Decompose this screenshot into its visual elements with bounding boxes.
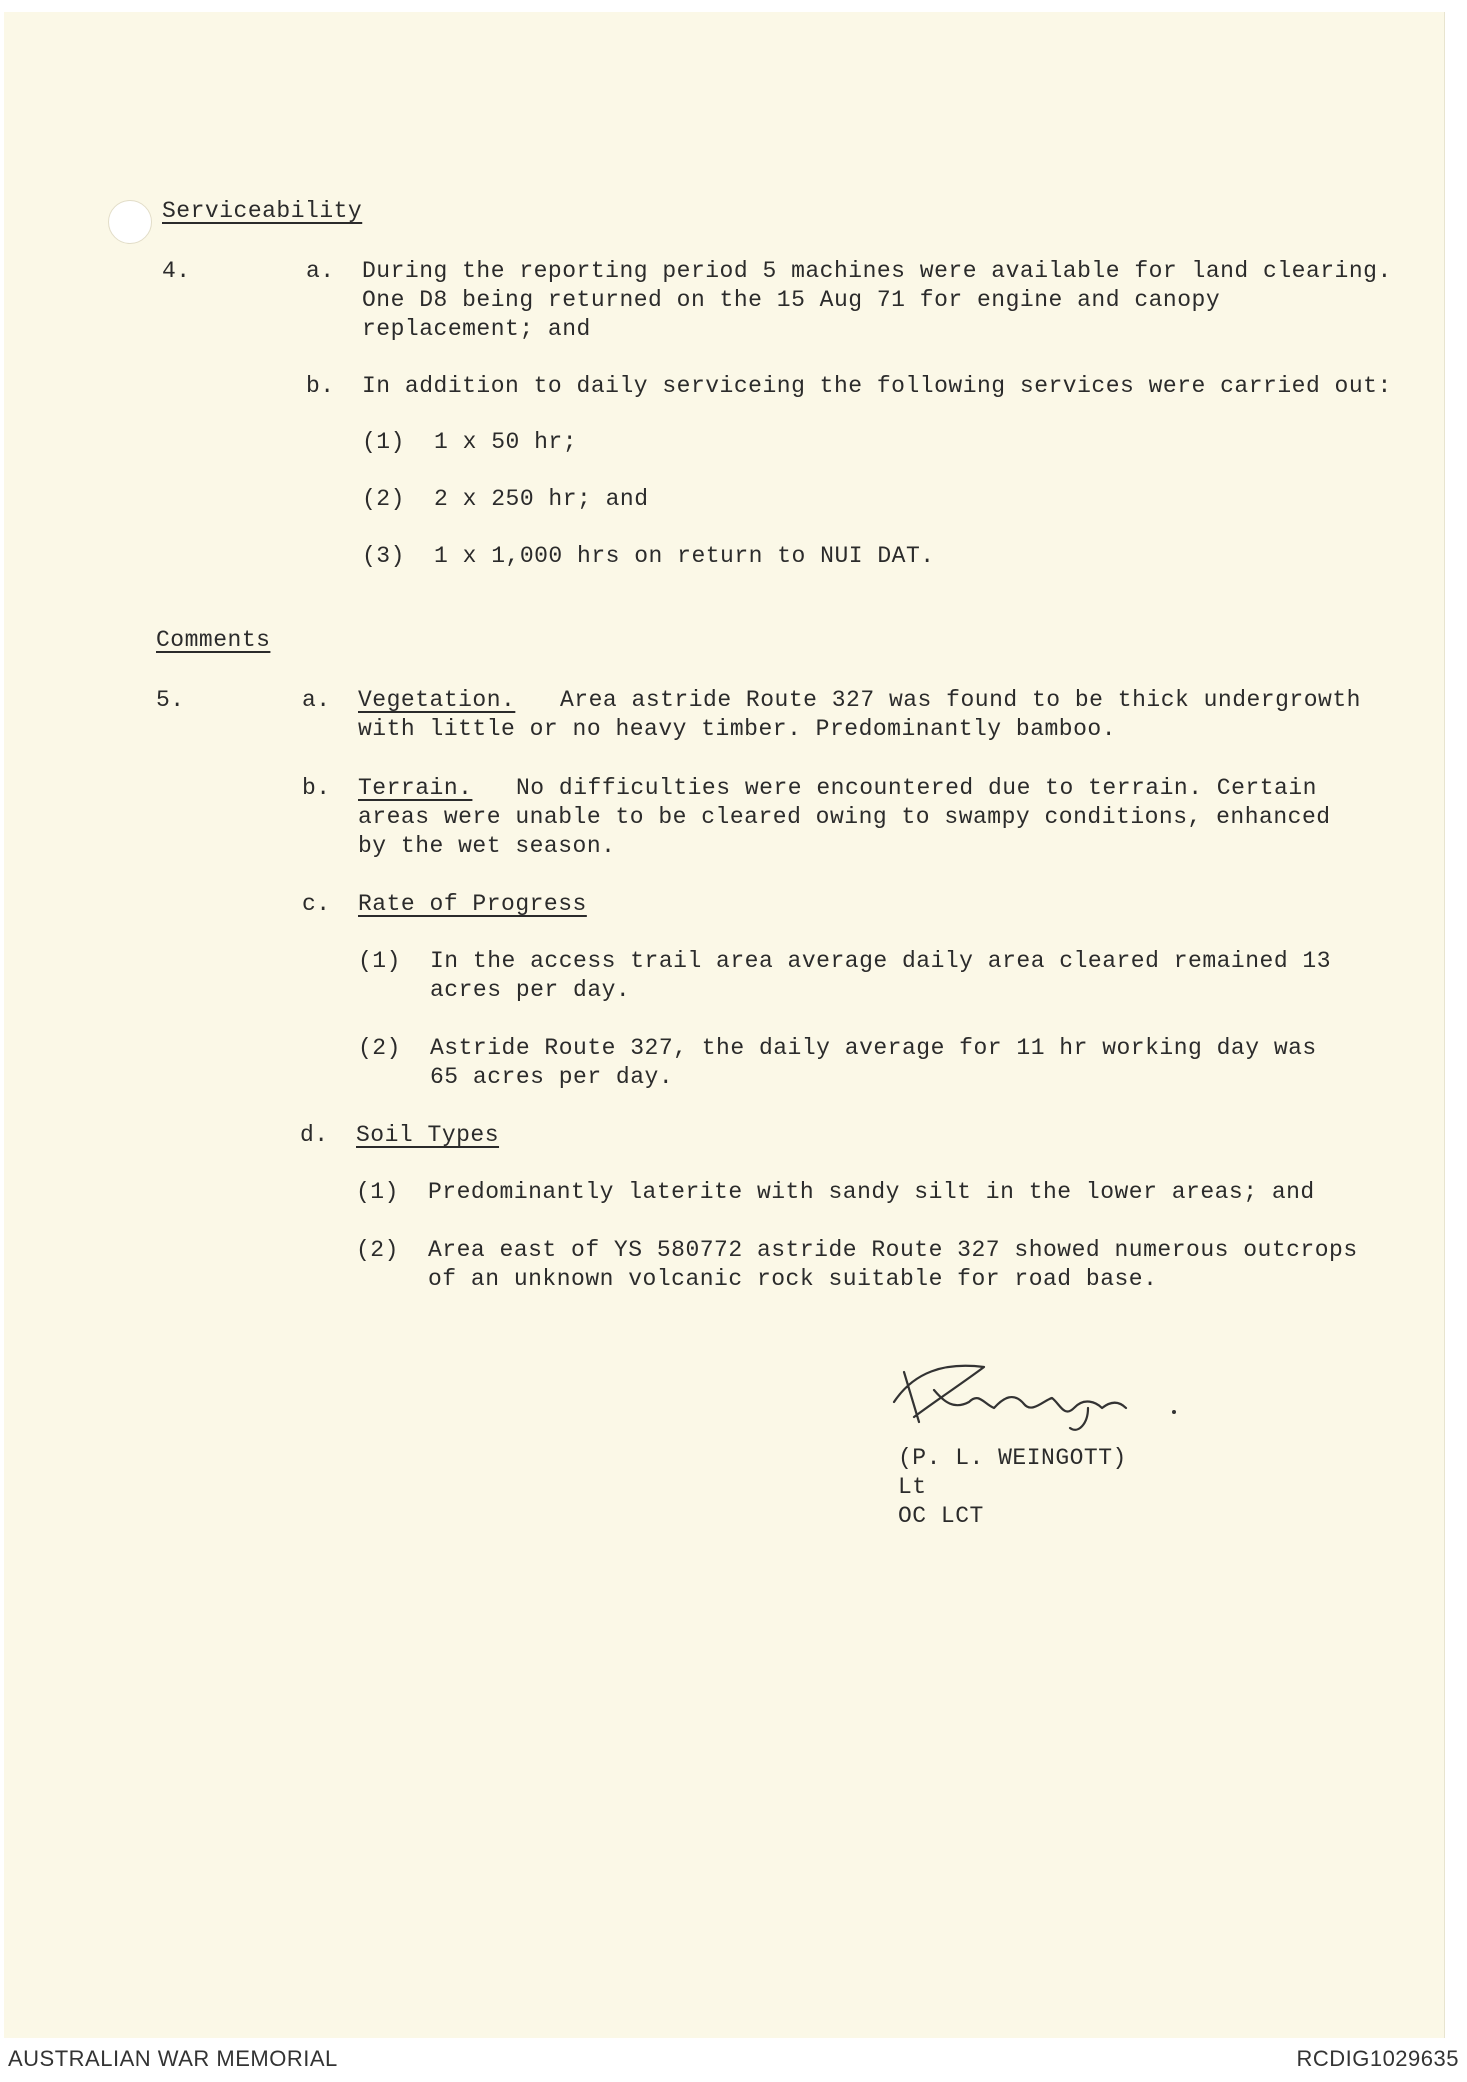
list-item-line: Predominantly laterite with sandy silt in the lower areas; and [428,1179,1315,1205]
sub-label-5a: a. [302,687,331,713]
list-item-number: (1) [362,429,405,455]
para-4a-line-1: During the reporting period 5 machines were available for land clearing. [362,258,1392,284]
sub-label-4a: a. [306,258,335,284]
section-heading-comments: Comments [156,627,271,653]
sub-label-5c: c. [302,891,331,917]
para-5a-line-2: with little or no heavy timber. Predominantly bamboo. [358,716,1117,742]
list-item-text: 2 x 250 hr; and [434,486,649,512]
paragraph-number-5: 5. [156,687,185,713]
footer-archive-name: AUSTRALIAN WAR MEMORIAL [8,2046,338,2071]
para-5c-title: Rate of Progress [358,891,587,917]
list-item-line: acres per day. [430,977,631,1003]
list-item-line: Area east of YS 580772 astride Route 327 showed numerous outcrops [428,1237,1358,1263]
para-5b-title: Terrain. [358,775,473,801]
para-5b-line-1: No difficulties were encountered due to terrain. Certain [516,775,1317,801]
sub-label-5d: d. [300,1122,329,1148]
signatory-rank: Lt [898,1474,927,1500]
list-item-number: (2) [358,1035,401,1061]
para-4b-text: In addition to daily serviceing the following services were carried out: [362,373,1392,399]
document-page [4,12,1445,2038]
list-item-text: 1 x 50 hr; [434,429,578,455]
paragraph-number-4: 4. [162,258,191,284]
para-5a-line-1: Area astride Route 327 was found to be thick undergrowth [560,687,1361,713]
handwritten-signature [874,1342,1194,1452]
list-item-number: (2) [356,1237,399,1263]
para-5b-line-3: by the wet season. [358,833,616,859]
sub-label-4b: b. [306,373,335,399]
para-4a-line-3: replacement; and [362,316,591,342]
section-heading-serviceability: Serviceability [162,198,363,224]
sub-label-5b: b. [302,775,331,801]
para-5d-title: Soil Types [356,1122,500,1148]
list-item-number: (1) [356,1179,399,1205]
list-item-line: 65 acres per day. [430,1064,674,1090]
list-item-line: In the access trail area average daily area cleared remained 13 [430,948,1332,974]
list-item-number: (2) [362,486,405,512]
list-item-line: of an unknown volcanic rock suitable for road base. [428,1266,1158,1292]
signatory-appointment: OC LCT [898,1503,984,1529]
para-5b-line-2: areas were unable to be cleared owing to swampy conditions, enhanced [358,804,1331,830]
list-item-text: 1 x 1,000 hrs on return to NUI DAT. [434,543,935,569]
para-5a-title: Vegetation. [358,687,516,713]
footer-record-id: RCDIG1029635 [1296,2046,1459,2071]
list-item-number: (1) [358,948,401,974]
list-item-number: (3) [362,543,405,569]
signatory-name: (P. L. WEINGOTT) [898,1445,1127,1471]
list-item-line: Astride Route 327, the daily average for 11 hr working day was [430,1035,1317,1061]
para-4a-line-2: One D8 being returned on the 15 Aug 71 for engine and canopy [362,287,1221,313]
punch-hole [108,200,152,244]
